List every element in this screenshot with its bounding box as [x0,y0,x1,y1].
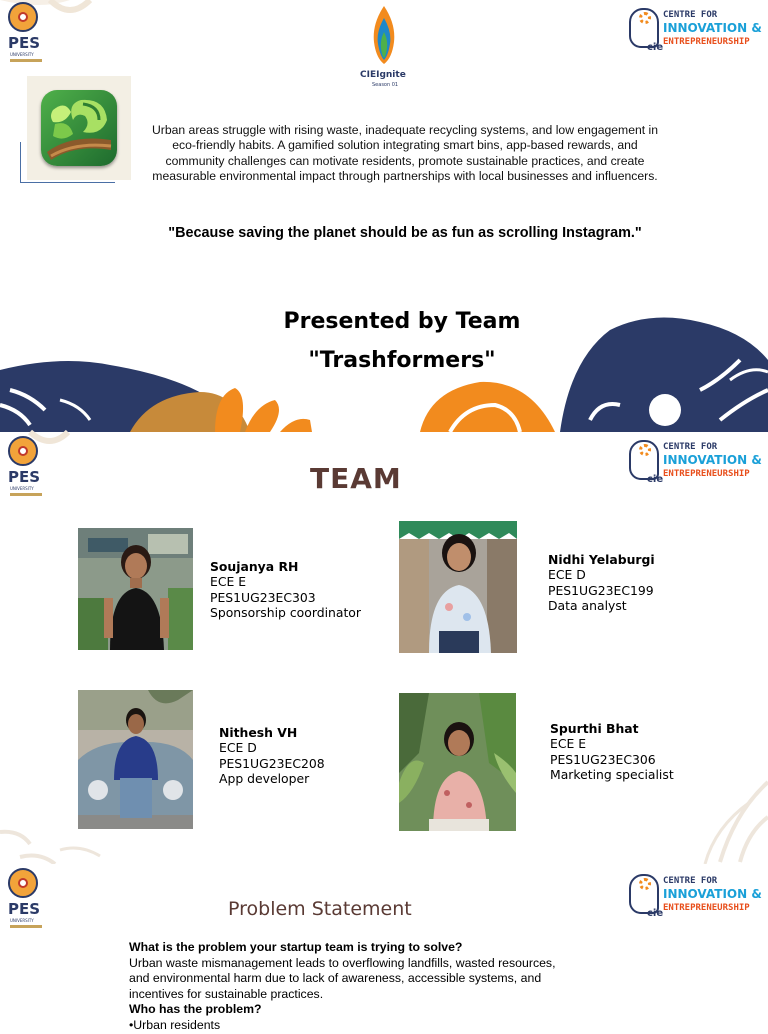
cie-logo [627,438,767,488]
member-section: ECE E [550,736,587,752]
member-role: Sponsorship coordinator [210,604,361,620]
member-info-spurthi [550,721,674,782]
team-name: "Trashformers" [308,348,496,373]
slide-title [0,0,768,432]
member-role: Marketing specialist [550,766,674,782]
member-srn: PES1UG23EC199 [548,582,654,598]
app-logo [27,76,131,180]
pes-university-logo [4,2,44,64]
gear-icon [639,878,651,890]
cie-mark: cie [647,908,664,919]
cie-ignite-logo [358,6,412,92]
cie-ignite-brand: CIE [360,70,377,80]
member-info-nidhi [548,552,655,613]
slide-problem-statement [0,864,768,1032]
problem-statement-body [129,940,559,1034]
tagline-quote: "Because saving the planet should be as fun as scrolling Instagram." [168,225,642,241]
member-photo-soujanya [78,528,193,650]
pes-wordmark: PES [8,34,41,52]
team-title: TEAM [310,462,402,495]
cie-ignite-wordmark [360,70,406,80]
member-photo-nithesh [78,690,193,829]
intro-paragraph: Urban areas struggle with rising waste, inadequate recycling systems, and low engagement in eco-friendly habits. A gamified solution integrating smart bins, app-based rewards, and community challenges can motivate residents, promote sustainable practices, and create measurable environmental impact through partnerships with local businesses and influencers. [151,123,659,183]
question-2: Who has the problem? [129,1002,262,1017]
pes-emblem-icon [8,2,38,32]
member-role: Data analyst [548,597,627,613]
cie-line2: INNOVATION & [663,21,762,35]
pes-emblem-icon [8,868,38,898]
presented-line1: Presented by Team [283,309,521,334]
member-section: ECE D [219,740,257,756]
member-name: Nithesh VH [219,725,298,740]
member-srn: PES1UG23EC306 [550,751,656,767]
problem-statement-title: Problem Statement [228,898,412,920]
cie-line2: INNOVATION & [663,887,762,901]
cie-logo [627,872,767,922]
cie-line1: CENTRE FOR [663,10,718,20]
presented-by [200,302,604,380]
member-srn: PES1UG23EC208 [219,755,325,771]
pes-sub-wordmark: UNIVERSITY [10,52,34,57]
pes-university-logo [4,868,44,930]
cie-logo [627,6,767,56]
answer-1: Urban waste mismanagement leads to overflowing landfills, wasted resources, and environmental harm due to lack of awareness, accessible systems, and incentives for sustainable practices. [129,955,556,1001]
pes-wordmark: PES [8,468,41,486]
pes-wordmark: PES [8,900,41,918]
cie-line1: CENTRE FOR [663,442,718,452]
member-info-nithesh [219,725,325,786]
pes-logo-bar [10,59,42,62]
member-photo-spurthi [399,693,516,831]
pes-logo-bar [10,493,42,496]
member-name: Nidhi Yelaburgi [548,552,655,567]
member-srn: PES1UG23EC303 [210,589,316,605]
pes-logo-bar [10,925,42,928]
cie-line3: ENTREPRENEURSHIP [663,903,750,913]
leaf-app-icon [41,90,117,166]
member-section: ECE E [210,574,247,590]
answer-2: •Urban residents [129,1017,221,1032]
cie-line3: ENTREPRENEURSHIP [663,37,750,47]
cie-mark: cie [647,474,664,485]
cie-mark: cie [647,42,664,53]
cie-ignite-name: Ignite [376,70,406,80]
member-name: Soujanya RH [210,559,299,574]
question-1: What is the problem your startup team is trying to solve? [129,940,463,954]
pes-sub-wordmark: UNIVERSITY [10,486,34,491]
pes-university-logo [4,436,44,498]
cie-line2: INNOVATION & [663,453,762,467]
gear-icon [639,12,651,24]
member-photo-nidhi [399,521,517,653]
cie-ignite-season: Season 01 [372,82,399,88]
gear-icon [639,444,651,456]
cie-line3: ENTREPRENEURSHIP [663,469,750,479]
pes-emblem-icon [8,436,38,466]
pes-sub-wordmark: UNIVERSITY [10,918,34,923]
slide-team [0,432,768,864]
cie-line1: CENTRE FOR [663,876,718,886]
flame-icon [368,6,400,66]
member-info-soujanya [210,559,361,620]
member-name: Spurthi Bhat [550,721,639,736]
member-role: App developer [219,770,310,786]
member-section: ECE D [548,567,586,583]
